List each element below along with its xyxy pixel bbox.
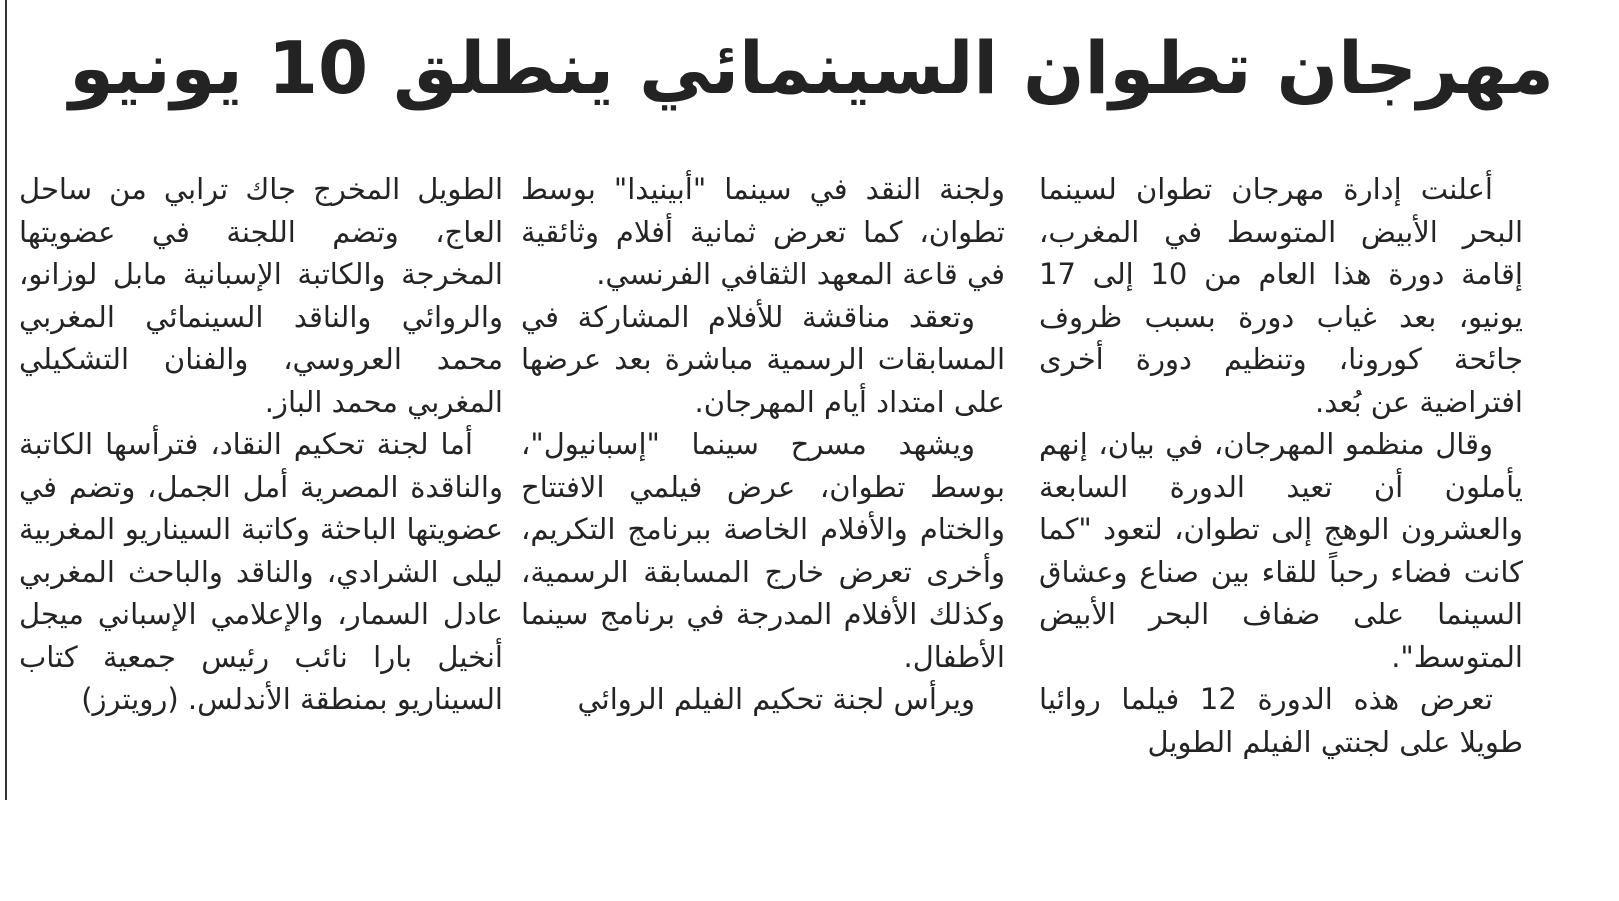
article-paragraph: أما لجنة تحكيم النقاد، فترأسها الكاتبة والناقدة المصرية أمل الجمل، وتضم في عضويتها الباحثة وكاتبة السيناريو المغربية ليلى الشرادي، والناقد والباحث المغربي عادل السمار، والإعلامي الإسباني ميجل أنخيل بارا نائب رئيس جمعية كتاب السيناريو بمنطقة الأندلس. (رويترز) bbox=[19, 427, 503, 716]
article-paragraph: وقال منظمو المهرجان، في بيان، إنهم يأملون أن تعيد الدورة السابعة والعشرون الوهج إلى تطوان، لتعود "كما كانت فضاء رحباً للقاء بين صناع وعشاق السينما على ضفاف البحر الأبيض المتوسط". bbox=[1039, 427, 1523, 674]
article-headline: مهرجان تطوان السينمائي ينطلق 10 يونيو bbox=[69, 26, 1554, 110]
column-divider-rule bbox=[5, 0, 7, 800]
article-paragraph: ويشهد مسرح سينما "إسبانيول"، بوسط تطوان، عرض فيلمي الافتتاح والختام والأفلام الخاصة ببرنامج التكريم، وأخرى تعرض خارج المسابقة الرسمية، وكذلك الأفلام المدرجة في برنامج سينما الأطفال. bbox=[521, 427, 1005, 674]
article-column-3 bbox=[19, 168, 503, 721]
article-paragraph: ويرأس لجنة تحكيم الفيلم الروائي bbox=[577, 682, 975, 716]
article-paragraph: ولجنة النقد في سينما "أبينيدا" بوسط تطوان، كما تعرض ثمانية أفلام وثائقية في قاعة المعهد الثقافي الفرنسي. bbox=[521, 172, 1005, 291]
article-paragraph: تعرض هذه الدورة 12 فيلما روائيا طويلا على لجنتي الفيلم الطويل bbox=[1039, 682, 1523, 759]
article-column-2 bbox=[521, 168, 1005, 721]
article-paragraph: وتعقد مناقشة للأفلام المشاركة في المسابقات الرسمية مباشرة بعد عرضها على امتداد أيام المهرجان. bbox=[521, 299, 1005, 419]
article-paragraph: الطويل المخرج جاك ترابي من ساحل العاج، وتضم اللجنة في عضويتها المخرجة والكاتبة الإسبانية مابل لوزانو، والروائي والناقد السينمائي المغربي محمد العروسي، والفنان التشكيلي المغربي محمد الباز. bbox=[19, 172, 503, 419]
article-column-1 bbox=[1039, 168, 1523, 763]
article-paragraph: أعلنت إدارة مهرجان تطوان لسينما البحر الأبيض المتوسط في المغرب، إقامة دورة هذا العام من 10 إلى 17 يونيو، بعد غياب دورة بسبب ظروف جائحة كورونا، وتنظيم دورة أخرى افتراضية عن بُعد. bbox=[1039, 172, 1523, 419]
